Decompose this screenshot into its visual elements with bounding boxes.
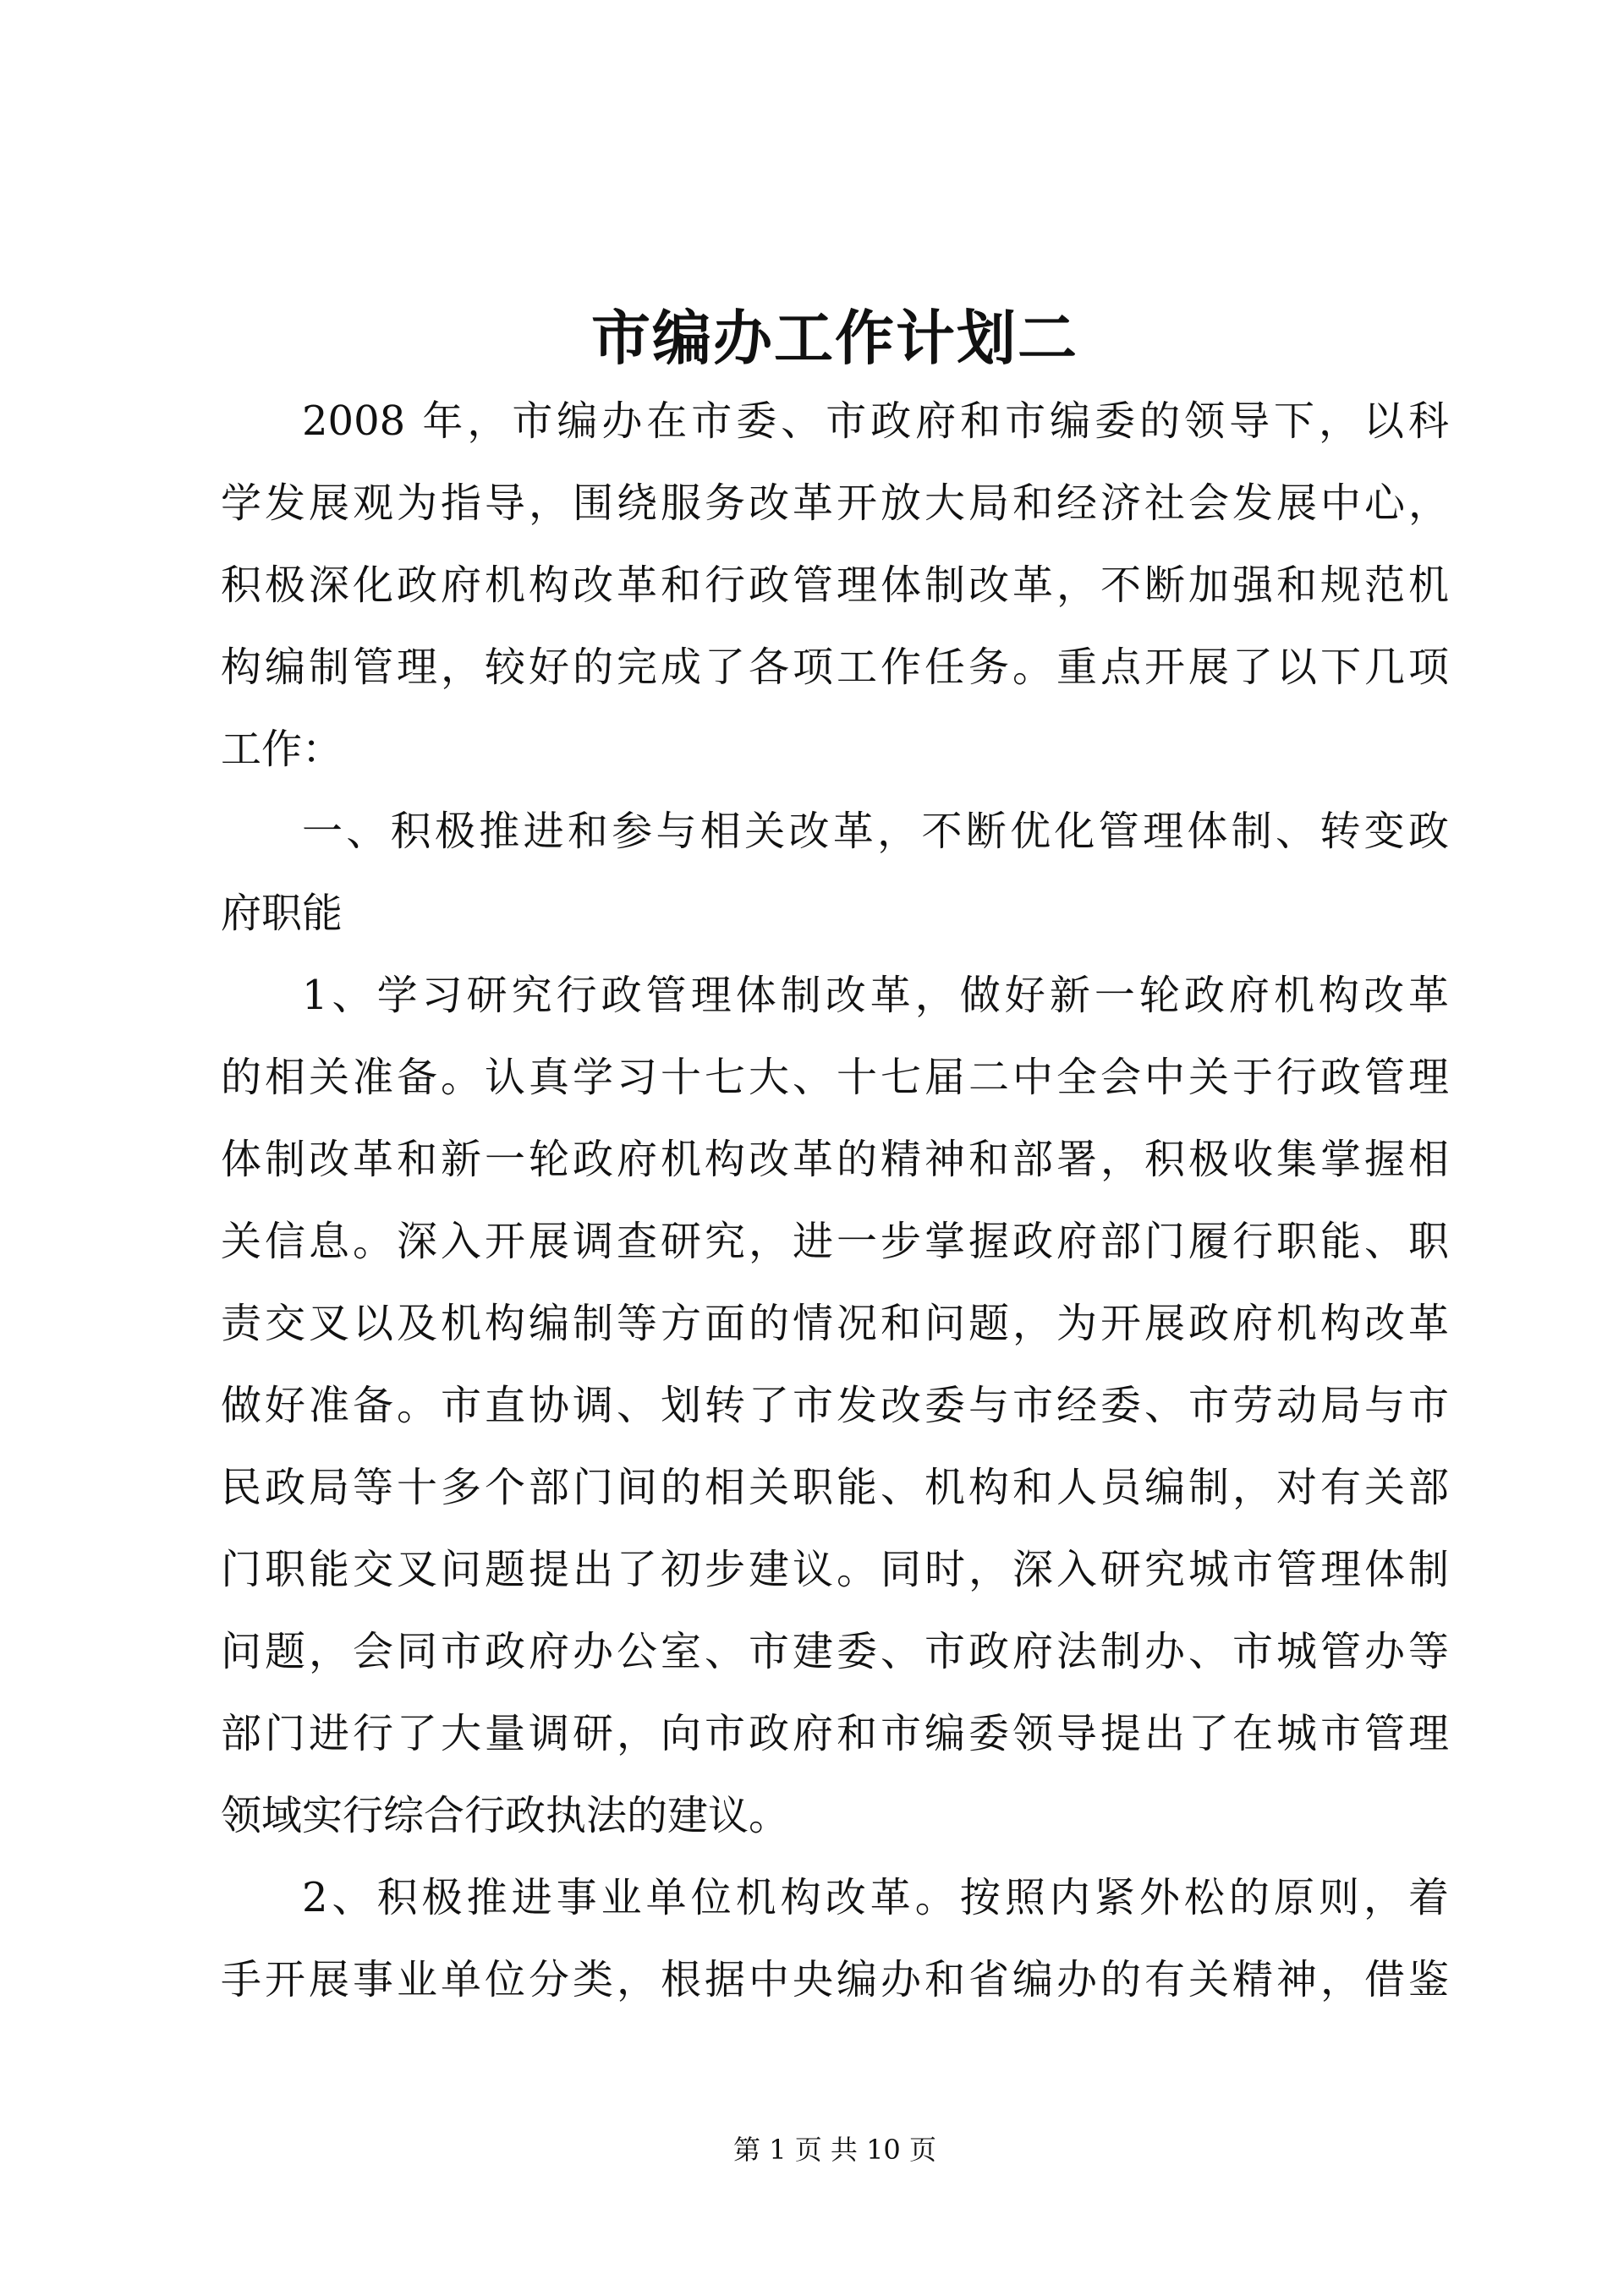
text-line: 积极深化政府机构改革和行政管理体制改革，不断加强和规范机 [221,562,1449,609]
paragraph [221,955,1449,1857]
text-line: 构编制管理，较好的完成了各项工作任务。重点开展了以下几项 [221,644,1449,691]
text-line: 的相关准备。认真学习十七大、十七届二中全会中关于行政管理 [221,1054,1449,1101]
document-title: 市编办工作计划二 [591,303,1078,373]
page-footer: 第 1 页 共 10 页 [733,2134,936,2166]
text-line: 做好准备。市直协调、划转了市发改委与市经委、市劳动局与市 [221,1382,1449,1429]
text-line: 部门进行了大量调研，向市政府和市编委领导提出了在城市管理 [221,1710,1449,1757]
text-line: 学发展观为指导，围绕服务改革开放大局和经济社会发展中心， [221,479,1449,527]
text-line: 手开展事业单位分类，根据中央编办和省编办的有关精神，借鉴 [221,1956,1449,2003]
text-line: 关信息。深入开展调查研究，进一步掌握政府部门履行职能、职 [221,1218,1449,1265]
text-line: 工作： [221,726,343,773]
text-line: 民政局等十多个部门间的相关职能、机构和人员编制，对有关部 [221,1464,1449,1511]
text-line: 责交叉以及机构编制等方面的情况和问题，为开展政府机构改革 [221,1300,1449,1347]
text-line: 门职能交叉问题提出了初步建议。同时，深入研究城市管理体制 [221,1546,1449,1593]
section-heading [221,791,1449,955]
document-body [221,381,1449,2021]
text-line: 2、积极推进事业单位机构改革。按照内紧外松的原则，着 [302,1874,1449,1921]
text-line: 问题，会同市政府办公室、市建委、市政府法制办、市城管办等 [221,1628,1449,1675]
text-line: 1、学习研究行政管理体制改革，做好新一轮政府机构改革 [302,972,1449,1019]
text-line: 一、积极推进和参与相关改革，不断优化管理体制、转变政 [302,808,1449,855]
text-line: 体制改革和新一轮政府机构改革的精神和部署，积极收集掌握相 [221,1136,1449,1183]
paragraph [221,381,1449,791]
text-line: 2008 年，市编办在市委、市政府和市编委的领导下，以科 [302,397,1449,445]
paragraph [221,1857,1449,2021]
text-line: 领域实行综合行政执法的建议。 [221,1792,790,1839]
text-line: 府职能 [221,890,343,937]
